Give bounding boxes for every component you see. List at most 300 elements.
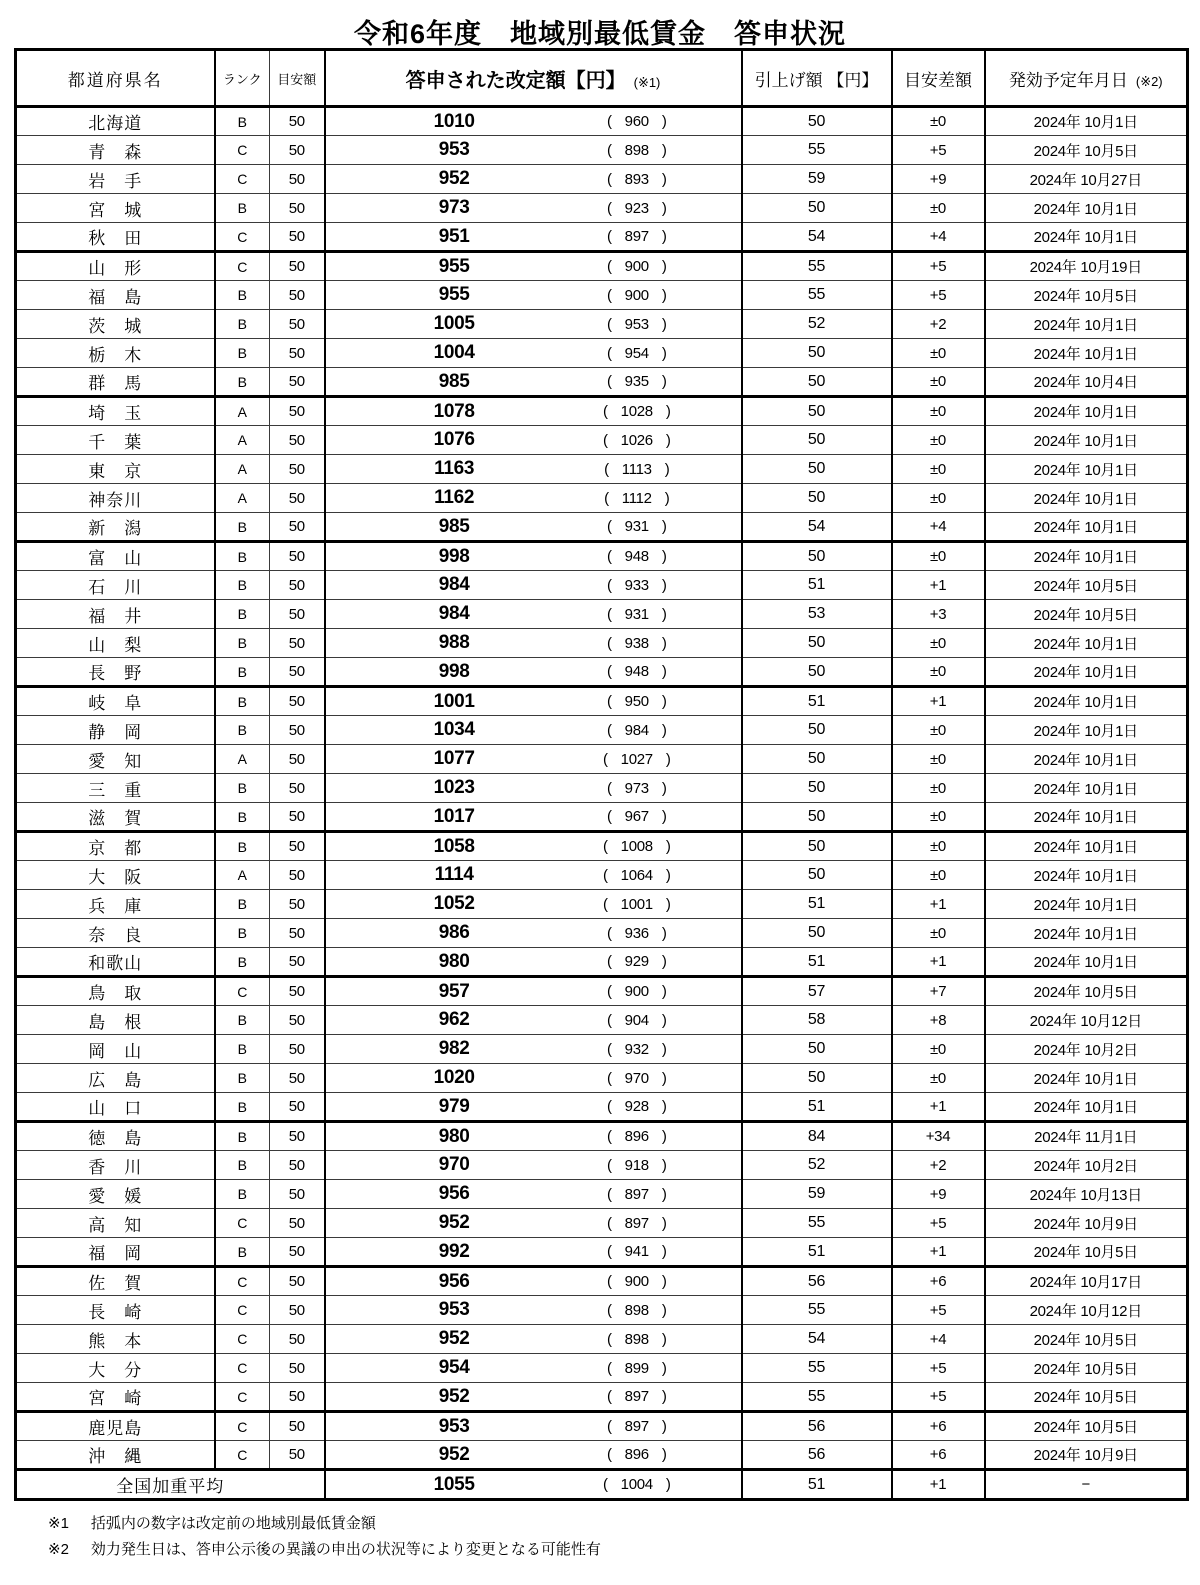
- previous-amount-value: 1113: [621, 460, 652, 478]
- paren-open: (: [606, 1273, 612, 1290]
- guideline-value: 50: [270, 542, 325, 571]
- effective-date-value: 2024年 10月1日: [985, 455, 1188, 484]
- paren-open: (: [602, 895, 608, 913]
- prefecture-name: 大 分: [16, 1354, 215, 1383]
- revised-amount-cell: [325, 658, 742, 687]
- rank-value: B: [215, 194, 270, 223]
- table-row: [16, 1267, 1188, 1296]
- paren-open: (: [606, 924, 612, 942]
- revised-amount-wrap: [326, 861, 741, 889]
- guideline-value: 50: [270, 1267, 325, 1296]
- page-title: 令和6年度 地域別最低賃金 答申状況: [353, 19, 846, 49]
- difference-value: +9: [892, 165, 985, 194]
- difference-value: +5: [892, 252, 985, 281]
- rank-value: B: [215, 542, 270, 571]
- table-row: [16, 629, 1188, 658]
- paren-close: ): [665, 431, 671, 449]
- previous-amount-value: 954: [624, 344, 649, 362]
- prefecture-name: 奈 良: [16, 919, 215, 948]
- previous-amount-group: [583, 896, 691, 913]
- previous-amount-value: 923: [624, 199, 649, 217]
- table-row: [16, 1209, 1188, 1238]
- previous-amount-value: 898: [624, 1301, 649, 1319]
- difference-value: +1: [892, 1093, 985, 1122]
- prefecture-name: 熊 本: [16, 1325, 215, 1354]
- paren-open: (: [606, 1040, 612, 1058]
- paren-open: (: [606, 518, 612, 535]
- paren-close: ): [661, 1156, 667, 1174]
- difference-value: +5: [892, 1296, 985, 1325]
- effective-date-value: 2024年 10月4日: [985, 368, 1188, 397]
- increase-value: 50: [742, 339, 892, 368]
- revised-amount-wrap: [326, 1238, 741, 1265]
- rank-value: C: [215, 136, 270, 165]
- header-revised-amount-label: 答申された改定額【円】: [405, 69, 626, 92]
- prefecture-name: 青 森: [16, 136, 215, 165]
- previous-amount-group: [583, 1446, 691, 1463]
- revised-amount-wrap: [326, 978, 741, 1005]
- difference-value: ±0: [892, 1035, 985, 1064]
- previous-amount-group: [583, 287, 691, 304]
- rank-value: B: [215, 803, 270, 832]
- minimum-wage-table: [14, 48, 1189, 1501]
- previous-amount-value: 897: [624, 1418, 649, 1435]
- revised-amount-wrap: [326, 253, 741, 280]
- paren-open: (: [606, 1156, 612, 1174]
- guideline-value: 50: [270, 1238, 325, 1267]
- guideline-value: 50: [270, 745, 325, 774]
- table-row: [16, 542, 1188, 571]
- effective-date-value: 2024年 10月1日: [985, 223, 1188, 252]
- revised-amount-value: 1077: [433, 748, 475, 769]
- paren-close: ): [661, 1098, 667, 1115]
- previous-amount-value: 896: [624, 1446, 649, 1463]
- revised-amount-cell: [325, 745, 742, 774]
- table-row: [16, 194, 1188, 223]
- paren-close: ): [661, 1040, 667, 1058]
- previous-amount-value: 900: [624, 258, 649, 275]
- paren-close: ): [661, 518, 667, 535]
- guideline-value: 50: [270, 1064, 325, 1093]
- rank-value: C: [215, 165, 270, 194]
- difference-value: +5: [892, 1209, 985, 1238]
- revised-amount-cell: [325, 687, 742, 716]
- increase-value: 54: [742, 1325, 892, 1354]
- prefecture-name: 兵 庫: [16, 890, 215, 919]
- paren-close: ): [661, 983, 667, 1000]
- guideline-value: 50: [270, 1151, 325, 1180]
- effective-date-value: 2024年 10月1日: [985, 194, 1188, 223]
- previous-amount-value: 897: [624, 228, 649, 245]
- increase-value: 56: [742, 1267, 892, 1296]
- previous-amount-group: [583, 867, 691, 884]
- rank-value: B: [215, 1064, 270, 1093]
- paren-open: (: [606, 228, 612, 245]
- paren-open: (: [606, 1069, 612, 1087]
- revised-amount-value: 973: [438, 197, 470, 218]
- table-row: [16, 484, 1188, 513]
- guideline-value: 50: [270, 223, 325, 252]
- increase-value: 50: [742, 455, 892, 484]
- revised-amount-cell: [325, 1064, 742, 1093]
- prefecture-name: 長 野: [16, 658, 215, 687]
- effective-date-value: 2024年 10月1日: [985, 774, 1188, 803]
- header-difference: 目安差額: [892, 50, 985, 107]
- table-row: [16, 1064, 1188, 1093]
- difference-value: +5: [892, 136, 985, 165]
- revised-amount-value: 957: [438, 980, 470, 1002]
- table-row: [16, 1035, 1188, 1064]
- guideline-value: 50: [270, 455, 325, 484]
- rank-value: B: [215, 571, 270, 600]
- paren-open: (: [606, 170, 612, 188]
- difference-value: ±0: [892, 803, 985, 832]
- revised-amount-wrap: [326, 948, 741, 975]
- footnote-1-text: 括弧内の数字は改定前の地域別最低賃金額: [90, 1515, 376, 1532]
- table-row: [16, 890, 1188, 919]
- previous-amount-group: [583, 808, 691, 825]
- revised-amount-value: 1010: [433, 110, 475, 132]
- revised-amount-wrap: [326, 658, 741, 685]
- rank-value: B: [215, 658, 270, 687]
- previous-amount-value: 918: [624, 1156, 649, 1174]
- previous-amount-value: 970: [624, 1069, 649, 1087]
- increase-value: 54: [742, 223, 892, 252]
- previous-amount-value: 1112: [621, 489, 652, 507]
- table-row: [16, 919, 1188, 948]
- previous-amount-value: 1028: [620, 403, 653, 420]
- increase-value: 54: [742, 513, 892, 542]
- revised-amount-value: 1162: [434, 487, 475, 508]
- table-header: [16, 50, 1188, 107]
- increase-value: 50: [742, 629, 892, 658]
- revised-amount-cell: [325, 919, 742, 948]
- previous-amount-value: 933: [624, 576, 649, 594]
- increase-value: 51: [742, 687, 892, 716]
- table-row: [16, 339, 1188, 368]
- rank-value: A: [215, 745, 270, 774]
- effective-date-value: 2024年 10月27日: [985, 165, 1188, 194]
- effective-date-value: 2024年 10月1日: [985, 658, 1188, 687]
- effective-date-value: 2024年 10月19日: [985, 252, 1188, 281]
- guideline-value: 50: [270, 948, 325, 977]
- paren-open: (: [606, 808, 612, 825]
- paren-close: ): [661, 286, 667, 304]
- prefecture-name: 新 潟: [16, 513, 215, 542]
- previous-amount-value: 1001: [620, 895, 653, 913]
- effective-date-value: 2024年 10月12日: [985, 1006, 1188, 1035]
- table-row: [16, 1180, 1188, 1209]
- difference-value: ±0: [892, 397, 985, 426]
- revised-amount-value: 1004: [433, 342, 475, 363]
- revised-amount-value: 970: [438, 1154, 470, 1175]
- guideline-value: 50: [270, 774, 325, 803]
- revised-amount-wrap: [326, 1325, 741, 1353]
- increase-value: 56: [742, 1412, 892, 1441]
- difference-value: ±0: [892, 107, 985, 136]
- revised-amount-wrap: [326, 1413, 741, 1440]
- prefecture-name: 愛 知: [16, 745, 215, 774]
- paren-open: (: [606, 576, 612, 594]
- header-guideline: 目安額: [270, 50, 325, 107]
- table-row: [16, 513, 1188, 542]
- table-row: [16, 1325, 1188, 1354]
- prefecture-name: 京 都: [16, 832, 215, 861]
- prefecture-name: 富 山: [16, 542, 215, 571]
- previous-amount-value: 973: [624, 779, 649, 797]
- rank-value: A: [215, 484, 270, 513]
- effective-date-value: 2024年 10月2日: [985, 1151, 1188, 1180]
- previous-amount-value: 1026: [620, 431, 653, 449]
- paren-open: (: [606, 1301, 612, 1319]
- table-row: [16, 1441, 1188, 1470]
- table-row: [16, 716, 1188, 745]
- prefecture-name: 佐 賀: [16, 1267, 215, 1296]
- previous-amount-group: [583, 171, 691, 188]
- table-row: [16, 1354, 1188, 1383]
- revised-amount-cell: [325, 1035, 742, 1064]
- revised-amount-wrap: [326, 600, 741, 628]
- paren-open: (: [602, 838, 608, 855]
- increase-value: 55: [742, 1296, 892, 1325]
- revised-amount-value: 954: [438, 1357, 470, 1378]
- header-revised-amount: [325, 50, 742, 107]
- revised-amount-wrap: [326, 1035, 741, 1063]
- previous-amount-group: [583, 432, 691, 449]
- paren-close: ): [661, 779, 667, 797]
- revised-amount-value: 998: [438, 660, 470, 682]
- revised-amount-value: 953: [438, 139, 470, 160]
- previous-amount-value: 935: [624, 373, 649, 390]
- revised-amount-cell: [325, 1122, 742, 1151]
- revised-amount-wrap: [326, 571, 741, 599]
- guideline-value: 50: [270, 600, 325, 629]
- prefecture-name: 大 阪: [16, 861, 215, 890]
- previous-amount-group: [583, 1476, 691, 1493]
- paren-open: (: [606, 199, 612, 217]
- guideline-value: 50: [270, 281, 325, 310]
- guideline-value: 50: [270, 977, 325, 1006]
- paren-close: ): [661, 1011, 667, 1029]
- national-average-date: −: [985, 1470, 1188, 1500]
- rank-value: B: [215, 890, 270, 919]
- rank-value: C: [215, 252, 270, 281]
- guideline-value: 50: [270, 484, 325, 513]
- paren-close: ): [661, 924, 667, 942]
- previous-amount-value: 984: [624, 721, 649, 739]
- revised-amount-wrap: [326, 310, 741, 338]
- previous-amount-value: 929: [624, 953, 649, 970]
- paren-close: ): [661, 1418, 667, 1435]
- table-row: [16, 368, 1188, 397]
- effective-date-value: 2024年 10月5日: [985, 571, 1188, 600]
- previous-amount-group: [583, 113, 691, 130]
- paren-open: (: [606, 1011, 612, 1029]
- revised-amount-cell: [325, 1238, 742, 1267]
- increase-value: 51: [742, 948, 892, 977]
- difference-value: +4: [892, 1325, 985, 1354]
- paren-open: (: [606, 1128, 612, 1145]
- increase-value: 50: [742, 774, 892, 803]
- previous-amount-value: 936: [624, 924, 649, 942]
- prefecture-name: 静 岡: [16, 716, 215, 745]
- table-row: [16, 426, 1188, 455]
- previous-amount-value: 898: [624, 141, 649, 159]
- header-revised-note-ref: (※1): [633, 74, 661, 90]
- paren-open: (: [602, 431, 608, 449]
- effective-date-value: 2024年 10月5日: [985, 136, 1188, 165]
- prefecture-name: 千 葉: [16, 426, 215, 455]
- footnote-1: [48, 1511, 1200, 1537]
- revised-amount-value: 953: [438, 1415, 470, 1437]
- table-body: [16, 107, 1188, 1470]
- previous-amount-group: [583, 345, 691, 362]
- table-row: [16, 1093, 1188, 1122]
- difference-value: +8: [892, 1006, 985, 1035]
- previous-amount-group: [583, 1128, 691, 1145]
- revised-amount-wrap: [326, 1209, 741, 1237]
- prefecture-name: 和歌山: [16, 948, 215, 977]
- previous-amount-value: 931: [624, 518, 649, 535]
- revised-amount-value: 955: [438, 284, 470, 305]
- difference-value: +6: [892, 1412, 985, 1441]
- increase-value: 51: [742, 1238, 892, 1267]
- rank-value: C: [215, 1354, 270, 1383]
- revised-amount-wrap: [326, 1180, 741, 1208]
- paren-close: ): [661, 663, 667, 680]
- rank-value: C: [215, 1325, 270, 1354]
- guideline-value: 50: [270, 1180, 325, 1209]
- guideline-value: 50: [270, 252, 325, 281]
- revised-amount-cell: [325, 136, 742, 165]
- previous-amount-group: [583, 925, 691, 942]
- paren-close: ): [661, 228, 667, 245]
- difference-value: ±0: [892, 832, 985, 861]
- prefecture-name: 福 島: [16, 281, 215, 310]
- increase-value: 51: [742, 890, 892, 919]
- prefecture-name: 岐 阜: [16, 687, 215, 716]
- increase-value: 50: [742, 426, 892, 455]
- previous-amount-group: [583, 518, 691, 535]
- guideline-value: 50: [270, 165, 325, 194]
- prefecture-name: 高 知: [16, 1209, 215, 1238]
- paren-close: ): [661, 1128, 667, 1145]
- effective-date-value: 2024年 10月5日: [985, 1238, 1188, 1267]
- previous-amount-value: 938: [624, 634, 649, 652]
- difference-value: +1: [892, 571, 985, 600]
- paren-close: ): [661, 1388, 667, 1405]
- effective-date-value: 2024年 10月2日: [985, 1035, 1188, 1064]
- revised-amount-cell: [325, 194, 742, 223]
- rank-value: B: [215, 368, 270, 397]
- table-row: [16, 1296, 1188, 1325]
- previous-amount-value: 897: [624, 1388, 649, 1405]
- previous-amount-group: [583, 983, 691, 1000]
- revised-amount-value: 1034: [433, 719, 475, 740]
- revised-amount-cell: [325, 861, 742, 890]
- guideline-value: 50: [270, 1412, 325, 1441]
- effective-date-value: 2024年 10月5日: [985, 281, 1188, 310]
- paren-close: ): [661, 576, 667, 594]
- national-average-increase: 51: [742, 1470, 892, 1500]
- table-row: [16, 136, 1188, 165]
- previous-amount-group: [583, 635, 691, 652]
- header-row: [16, 50, 1188, 107]
- effective-date-value: 2024年 10月13日: [985, 1180, 1188, 1209]
- table-row: [16, 1238, 1188, 1267]
- increase-value: 52: [742, 310, 892, 339]
- guideline-value: 50: [270, 194, 325, 223]
- effective-date-value: 2024年 10月5日: [985, 1383, 1188, 1412]
- paren-close: ): [661, 1330, 667, 1348]
- revised-amount-cell: [325, 223, 742, 252]
- revised-amount-wrap: [326, 890, 741, 918]
- revised-amount-value: 988: [438, 632, 470, 653]
- revised-amount-value: 982: [438, 1038, 470, 1059]
- table-row: [16, 1122, 1188, 1151]
- table-row: [16, 977, 1188, 1006]
- revised-amount-wrap: [326, 426, 741, 454]
- paren-open: (: [606, 983, 612, 1000]
- guideline-value: 50: [270, 687, 325, 716]
- prefecture-name: 岩 手: [16, 165, 215, 194]
- revised-amount-wrap: [326, 281, 741, 309]
- prefecture-name: 山 口: [16, 1093, 215, 1122]
- paren-close: ): [661, 548, 667, 565]
- previous-amount-value: 948: [624, 548, 649, 565]
- previous-amount-group: [583, 1243, 691, 1260]
- difference-value: +34: [892, 1122, 985, 1151]
- effective-date-value: 2024年 10月1日: [985, 745, 1188, 774]
- previous-amount-group: [583, 142, 691, 159]
- revised-amount-cell: [325, 397, 742, 426]
- revised-amount-wrap: [326, 1268, 741, 1295]
- paren-close: ): [661, 693, 667, 710]
- previous-amount-value: 893: [624, 170, 649, 188]
- previous-amount-group: [583, 1331, 691, 1348]
- effective-date-value: 2024年 10月1日: [985, 310, 1188, 339]
- table-row: [16, 1412, 1188, 1441]
- paren-close: ): [661, 199, 667, 217]
- increase-value: 50: [742, 542, 892, 571]
- prefecture-name: 福 岡: [16, 1238, 215, 1267]
- previous-amount-group: [583, 722, 691, 739]
- effective-date-value: 2024年 10月1日: [985, 890, 1188, 919]
- revised-amount-value: 986: [438, 922, 470, 943]
- paren-close: ): [661, 1185, 667, 1203]
- prefecture-name: 三 重: [16, 774, 215, 803]
- revised-amount-cell: [325, 165, 742, 194]
- difference-value: ±0: [892, 455, 985, 484]
- increase-value: 53: [742, 600, 892, 629]
- revised-amount-wrap: [326, 745, 741, 773]
- previous-amount-group: [583, 1041, 691, 1058]
- previous-amount-value: 900: [624, 983, 649, 1000]
- revised-amount-cell: [325, 1151, 742, 1180]
- increase-value: 56: [742, 1441, 892, 1470]
- difference-value: ±0: [892, 339, 985, 368]
- revised-amount-cell: [325, 542, 742, 571]
- table-row: [16, 397, 1188, 426]
- table-row: [16, 1006, 1188, 1035]
- effective-date-value: 2024年 10月5日: [985, 600, 1188, 629]
- increase-value: 50: [742, 107, 892, 136]
- paren-close: ): [661, 1359, 667, 1377]
- revised-amount-value: 980: [438, 950, 470, 972]
- rank-value: B: [215, 1151, 270, 1180]
- revised-amount-value: 1055: [433, 1473, 475, 1495]
- revised-amount-wrap: [326, 484, 741, 512]
